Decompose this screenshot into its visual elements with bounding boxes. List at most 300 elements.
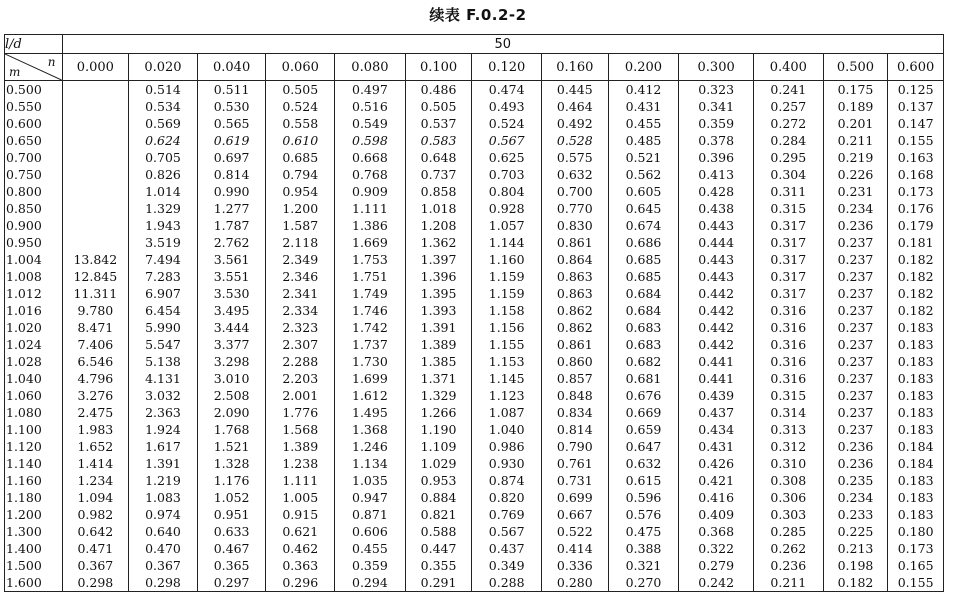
table-cell: 0.442 — [679, 319, 754, 336]
table-cell: 0.834 — [542, 404, 609, 421]
table-row — [5, 540, 944, 557]
table-cell: 1.362 — [405, 234, 472, 251]
table-cell: 2.346 — [266, 268, 335, 285]
table-cell: 1.495 — [335, 404, 406, 421]
table-cell: 0.974 — [129, 506, 198, 523]
table-row — [5, 251, 944, 268]
table-row — [5, 353, 944, 370]
table-row — [5, 302, 944, 319]
table-cell: 0.180 — [888, 523, 944, 540]
table-cell: 0.530 — [197, 98, 266, 115]
table-row — [5, 387, 944, 404]
table-cell: 0.674 — [608, 217, 679, 234]
table-cell: 0.455 — [335, 540, 406, 557]
m-value-cell: 1.080 — [5, 404, 63, 421]
table-cell — [62, 234, 129, 251]
table-cell: 0.378 — [679, 132, 754, 149]
table-cell: 5.138 — [129, 353, 198, 370]
table-cell: 0.668 — [335, 149, 406, 166]
table-cell: 0.769 — [472, 506, 542, 523]
table-cell: 0.863 — [542, 285, 609, 302]
table-cell: 0.428 — [679, 183, 754, 200]
table-cell: 0.272 — [754, 115, 824, 132]
m-value-cell: 1.004 — [5, 251, 63, 268]
table-cell — [62, 166, 129, 183]
table-cell: 0.237 — [823, 387, 888, 404]
table-cell: 0.388 — [608, 540, 679, 557]
table-cell: 1.219 — [129, 472, 198, 489]
table-cell: 3.519 — [129, 234, 198, 251]
m-value-cell: 0.950 — [5, 234, 63, 251]
table-cell: 0.667 — [542, 506, 609, 523]
table-row — [5, 404, 944, 421]
n-label: n — [47, 55, 56, 69]
table-cell: 0.183 — [888, 421, 944, 438]
table-cell: 0.624 — [129, 132, 198, 149]
table-cell: 0.705 — [129, 149, 198, 166]
table-cell: 0.396 — [679, 149, 754, 166]
table-cell: 1.521 — [197, 438, 266, 455]
m-value-cell: 1.016 — [5, 302, 63, 319]
table-cell: 1.035 — [335, 472, 406, 489]
table-cell: 0.237 — [823, 302, 888, 319]
m-value-cell: 1.600 — [5, 574, 63, 592]
table-cell: 0.437 — [679, 404, 754, 421]
table-cell: 6.546 — [62, 353, 129, 370]
table-cell: 0.201 — [823, 115, 888, 132]
table-cell: 0.236 — [823, 455, 888, 472]
table-cell: 1.018 — [405, 200, 472, 217]
table-cell: 2.363 — [129, 404, 198, 421]
table-row — [5, 438, 944, 455]
table-cell: 0.569 — [129, 115, 198, 132]
table-cell: 1.385 — [405, 353, 472, 370]
table-row — [5, 523, 944, 540]
table-cell: 3.561 — [197, 251, 266, 268]
table-cell: 0.317 — [754, 268, 824, 285]
table-cell: 2.349 — [266, 251, 335, 268]
table-cell: 1.111 — [335, 200, 406, 217]
table-cell: 0.794 — [266, 166, 335, 183]
table-cell: 0.814 — [197, 166, 266, 183]
table-cell: 0.915 — [266, 506, 335, 523]
table-cell: 0.316 — [754, 353, 824, 370]
table-cell: 1.652 — [62, 438, 129, 455]
table-cell: 1.371 — [405, 370, 472, 387]
m-value-cell: 1.160 — [5, 472, 63, 489]
table-cell: 1.699 — [335, 370, 406, 387]
table-cell: 0.176 — [888, 200, 944, 217]
table-cell: 1.087 — [472, 404, 542, 421]
table-cell: 0.537 — [405, 115, 472, 132]
table-row — [5, 285, 944, 302]
table-cell: 0.291 — [405, 574, 472, 592]
table-cell: 0.990 — [197, 183, 266, 200]
table-cell: 0.768 — [335, 166, 406, 183]
table-cell: 1.190 — [405, 421, 472, 438]
table-cell: 0.583 — [405, 132, 472, 149]
table-cell: 2.288 — [266, 353, 335, 370]
table-cell: 0.826 — [129, 166, 198, 183]
table-cell: 13.842 — [62, 251, 129, 268]
table-cell: 0.848 — [542, 387, 609, 404]
table-cell: 8.471 — [62, 319, 129, 336]
table-cell: 1.266 — [405, 404, 472, 421]
table-cell: 0.443 — [679, 268, 754, 285]
m-value-cell: 0.850 — [5, 200, 63, 217]
table-cell: 12.845 — [62, 268, 129, 285]
m-label: m — [9, 65, 21, 79]
table-cell: 0.317 — [754, 285, 824, 302]
table-cell: 0.313 — [754, 421, 824, 438]
table-cell: 0.295 — [754, 149, 824, 166]
table-cell: 3.530 — [197, 285, 266, 302]
table-cell: 5.990 — [129, 319, 198, 336]
table-cell: 0.315 — [754, 200, 824, 217]
table-cell: 0.686 — [608, 234, 679, 251]
table-cell: 0.521 — [608, 149, 679, 166]
table-row — [5, 149, 944, 166]
table-cell: 0.731 — [542, 472, 609, 489]
table-cell: 2.475 — [62, 404, 129, 421]
table-cell: 0.322 — [679, 540, 754, 557]
table-cell: 1.414 — [62, 455, 129, 472]
table-cell: 0.596 — [608, 489, 679, 506]
table-cell: 0.236 — [823, 217, 888, 234]
table-cell: 0.155 — [888, 574, 944, 592]
table-cell: 0.359 — [679, 115, 754, 132]
table-cell: 0.306 — [754, 489, 824, 506]
table-cell: 0.951 — [197, 506, 266, 523]
table-cell: 2.323 — [266, 319, 335, 336]
table-cell: 0.183 — [888, 506, 944, 523]
table-cell: 0.183 — [888, 489, 944, 506]
table-cell: 1.329 — [405, 387, 472, 404]
table-cell: 0.804 — [472, 183, 542, 200]
table-row — [5, 455, 944, 472]
table-cell: 0.681 — [608, 370, 679, 387]
table-cell: 1.397 — [405, 251, 472, 268]
header-row-ld — [5, 35, 944, 54]
table-cell: 0.438 — [679, 200, 754, 217]
table-cell: 0.642 — [62, 523, 129, 540]
table-cell: 0.355 — [405, 557, 472, 574]
ld-label: l/d — [5, 35, 63, 54]
table-cell: 1.156 — [472, 319, 542, 336]
table-cell: 0.861 — [542, 234, 609, 251]
table-cell: 0.183 — [888, 472, 944, 489]
table-cell: 0.296 — [266, 574, 335, 592]
table-cell: 0.625 — [472, 149, 542, 166]
table-cell: 1.158 — [472, 302, 542, 319]
n-header-cell: 0.500 — [823, 54, 888, 81]
table-cell: 1.052 — [197, 489, 266, 506]
table-cell: 0.814 — [542, 421, 609, 438]
m-value-cell: 0.900 — [5, 217, 63, 234]
table-cell: 1.391 — [129, 455, 198, 472]
m-value-cell: 0.800 — [5, 183, 63, 200]
table-cell: 0.321 — [608, 557, 679, 574]
table-cell: 0.182 — [888, 302, 944, 319]
table-cell: 0.317 — [754, 217, 824, 234]
table-cell: 1.568 — [266, 421, 335, 438]
table-cell: 2.762 — [197, 234, 266, 251]
m-value-cell: 0.650 — [5, 132, 63, 149]
table-cell: 1.749 — [335, 285, 406, 302]
table-cell: 1.159 — [472, 285, 542, 302]
table-cell: 0.565 — [197, 115, 266, 132]
table-cell: 0.857 — [542, 370, 609, 387]
table-cell: 4.131 — [129, 370, 198, 387]
table-cell: 1.145 — [472, 370, 542, 387]
table-cell: 0.685 — [266, 149, 335, 166]
table-cell: 0.349 — [472, 557, 542, 574]
table-cell: 0.257 — [754, 98, 824, 115]
table-cell: 0.703 — [472, 166, 542, 183]
table-cell: 0.497 — [335, 81, 406, 99]
table-row — [5, 421, 944, 438]
table-cell: 0.863 — [542, 268, 609, 285]
table-row — [5, 557, 944, 574]
table-cell: 0.464 — [542, 98, 609, 115]
table-cell — [62, 183, 129, 200]
table-cell: 3.032 — [129, 387, 198, 404]
table-cell: 0.697 — [197, 149, 266, 166]
table-cell: 0.442 — [679, 336, 754, 353]
table-cell: 0.367 — [62, 557, 129, 574]
table-cell: 0.288 — [472, 574, 542, 592]
table-cell: 0.632 — [608, 455, 679, 472]
table-cell — [62, 98, 129, 115]
table-cell: 0.443 — [679, 251, 754, 268]
table-cell: 0.365 — [197, 557, 266, 574]
table-cell: 11.311 — [62, 285, 129, 302]
table-cell: 0.954 — [266, 183, 335, 200]
table-cell: 0.860 — [542, 353, 609, 370]
table-cell: 0.437 — [472, 540, 542, 557]
table-cell: 0.137 — [888, 98, 944, 115]
table-cell: 0.862 — [542, 302, 609, 319]
table-cell: 0.820 — [472, 489, 542, 506]
table-cell: 1.669 — [335, 234, 406, 251]
m-value-cell: 1.200 — [5, 506, 63, 523]
table-cell: 0.316 — [754, 336, 824, 353]
table-cell: 0.412 — [608, 81, 679, 99]
m-value-cell: 1.300 — [5, 523, 63, 540]
table-cell: 0.426 — [679, 455, 754, 472]
table-cell: 1.238 — [266, 455, 335, 472]
table-cell: 0.598 — [335, 132, 406, 149]
table-cell: 0.298 — [62, 574, 129, 592]
table-cell: 0.219 — [823, 149, 888, 166]
table-cell: 0.605 — [608, 183, 679, 200]
table-cell: 1.617 — [129, 438, 198, 455]
table-cell: 0.297 — [197, 574, 266, 592]
table-cell: 1.005 — [266, 489, 335, 506]
table-cell: 1.612 — [335, 387, 406, 404]
table-cell: 1.109 — [405, 438, 472, 455]
table-cell: 0.175 — [823, 81, 888, 99]
table-cell: 3.551 — [197, 268, 266, 285]
m-value-cell: 0.500 — [5, 81, 63, 99]
table-cell: 1.234 — [62, 472, 129, 489]
table-cell: 0.182 — [888, 268, 944, 285]
table-cell: 1.029 — [405, 455, 472, 472]
table-row — [5, 200, 944, 217]
table-cell: 1.159 — [472, 268, 542, 285]
table-cell: 0.621 — [266, 523, 335, 540]
table-cell: 6.907 — [129, 285, 198, 302]
table-cell: 0.606 — [335, 523, 406, 540]
table-cell: 0.231 — [823, 183, 888, 200]
table-cell: 0.930 — [472, 455, 542, 472]
table-row — [5, 166, 944, 183]
table-cell: 0.684 — [608, 302, 679, 319]
table-cell: 0.588 — [405, 523, 472, 540]
table-cell: 0.317 — [754, 234, 824, 251]
table-cell: 0.864 — [542, 251, 609, 268]
m-value-cell: 1.500 — [5, 557, 63, 574]
table-cell: 1.386 — [335, 217, 406, 234]
table-cell: 0.647 — [608, 438, 679, 455]
table-cell: 3.495 — [197, 302, 266, 319]
table-cell: 0.534 — [129, 98, 198, 115]
table-cell: 0.567 — [472, 523, 542, 540]
table-cell: 0.790 — [542, 438, 609, 455]
table-cell: 0.236 — [754, 557, 824, 574]
table-cell: 0.770 — [542, 200, 609, 217]
table-cell: 0.645 — [608, 200, 679, 217]
table-cell: 0.685 — [608, 251, 679, 268]
table-cell: 0.441 — [679, 370, 754, 387]
table-cell: 0.323 — [679, 81, 754, 99]
table-cell: 1.329 — [129, 200, 198, 217]
table-cell: 0.471 — [62, 540, 129, 557]
table-cell: 0.237 — [823, 268, 888, 285]
table-cell: 1.094 — [62, 489, 129, 506]
table-cell: 1.395 — [405, 285, 472, 302]
table-cell: 0.633 — [197, 523, 266, 540]
n-header-cell: 0.100 — [405, 54, 472, 81]
table-cell: 1.083 — [129, 489, 198, 506]
table-cell: 0.737 — [405, 166, 472, 183]
table-cell: 1.983 — [62, 421, 129, 438]
table-cell: 0.367 — [129, 557, 198, 574]
ld-value: 50 — [62, 35, 943, 54]
table-cell: 1.368 — [335, 421, 406, 438]
table-cell: 0.314 — [754, 404, 824, 421]
table-cell: 0.442 — [679, 285, 754, 302]
table-cell: 0.198 — [823, 557, 888, 574]
table-cell: 0.213 — [823, 540, 888, 557]
n-header-cell: 0.080 — [335, 54, 406, 81]
table-cell: 3.298 — [197, 353, 266, 370]
table-cell: 0.683 — [608, 319, 679, 336]
m-value-cell: 1.400 — [5, 540, 63, 557]
m-value-cell: 1.008 — [5, 268, 63, 285]
table-cell: 0.183 — [888, 387, 944, 404]
table-row — [5, 489, 944, 506]
table-cell: 0.308 — [754, 472, 824, 489]
table-cell: 0.493 — [472, 98, 542, 115]
table-cell: 0.982 — [62, 506, 129, 523]
table-cell: 0.237 — [823, 336, 888, 353]
m-value-cell: 0.550 — [5, 98, 63, 115]
table-cell: 0.562 — [608, 166, 679, 183]
n-header-cell: 0.060 — [266, 54, 335, 81]
n-header-cell: 0.300 — [679, 54, 754, 81]
table-cell: 1.144 — [472, 234, 542, 251]
table-cell: 1.176 — [197, 472, 266, 489]
table-cell: 0.492 — [542, 115, 609, 132]
table-cell: 1.160 — [472, 251, 542, 268]
table-cell: 0.237 — [823, 404, 888, 421]
table-cell: 0.576 — [608, 506, 679, 523]
table-cell: 0.294 — [335, 574, 406, 592]
table-cell: 0.285 — [754, 523, 824, 540]
table-cell: 1.208 — [405, 217, 472, 234]
table-cell: 1.153 — [472, 353, 542, 370]
table-cell: 0.615 — [608, 472, 679, 489]
table-cell: 0.676 — [608, 387, 679, 404]
coefficient-table — [4, 34, 944, 592]
table-cell: 1.389 — [266, 438, 335, 455]
table-cell: 0.225 — [823, 523, 888, 540]
table-cell: 0.858 — [405, 183, 472, 200]
table-cell: 4.796 — [62, 370, 129, 387]
table-cell: 1.393 — [405, 302, 472, 319]
table-row — [5, 81, 944, 99]
table-cell — [62, 81, 129, 99]
table-cell: 0.524 — [472, 115, 542, 132]
table-cell: 3.444 — [197, 319, 266, 336]
table-cell: 0.619 — [197, 132, 266, 149]
m-value-cell: 0.750 — [5, 166, 63, 183]
table-cell: 1.924 — [129, 421, 198, 438]
m-value-cell: 1.040 — [5, 370, 63, 387]
table-cell: 0.183 — [888, 353, 944, 370]
table-cell: 0.179 — [888, 217, 944, 234]
table-cell: 0.147 — [888, 115, 944, 132]
table-row — [5, 370, 944, 387]
table-cell: 1.391 — [405, 319, 472, 336]
table-cell: 0.821 — [405, 506, 472, 523]
table-cell: 0.505 — [266, 81, 335, 99]
table-title: 续表 F.0.2-2 — [429, 6, 527, 24]
table-cell: 1.776 — [266, 404, 335, 421]
table-row — [5, 115, 944, 132]
m-value-cell: 1.100 — [5, 421, 63, 438]
table-row — [5, 183, 944, 200]
table-cell: 0.414 — [542, 540, 609, 557]
table-cell: 1.787 — [197, 217, 266, 234]
table-cell: 0.173 — [888, 540, 944, 557]
table-cell: 0.317 — [754, 251, 824, 268]
table-cell: 0.235 — [823, 472, 888, 489]
table-cell: 0.236 — [823, 438, 888, 455]
table-cell: 0.909 — [335, 183, 406, 200]
table-cell: 0.315 — [754, 387, 824, 404]
m-value-cell: 1.060 — [5, 387, 63, 404]
table-cell: 0.310 — [754, 455, 824, 472]
n-header-cell: 0.600 — [888, 54, 944, 81]
table-cell: 0.575 — [542, 149, 609, 166]
m-value-cell: 1.020 — [5, 319, 63, 336]
table-cell: 0.685 — [608, 268, 679, 285]
table-cell: 0.304 — [754, 166, 824, 183]
n-header-cell: 0.020 — [129, 54, 198, 81]
table-row — [5, 132, 944, 149]
